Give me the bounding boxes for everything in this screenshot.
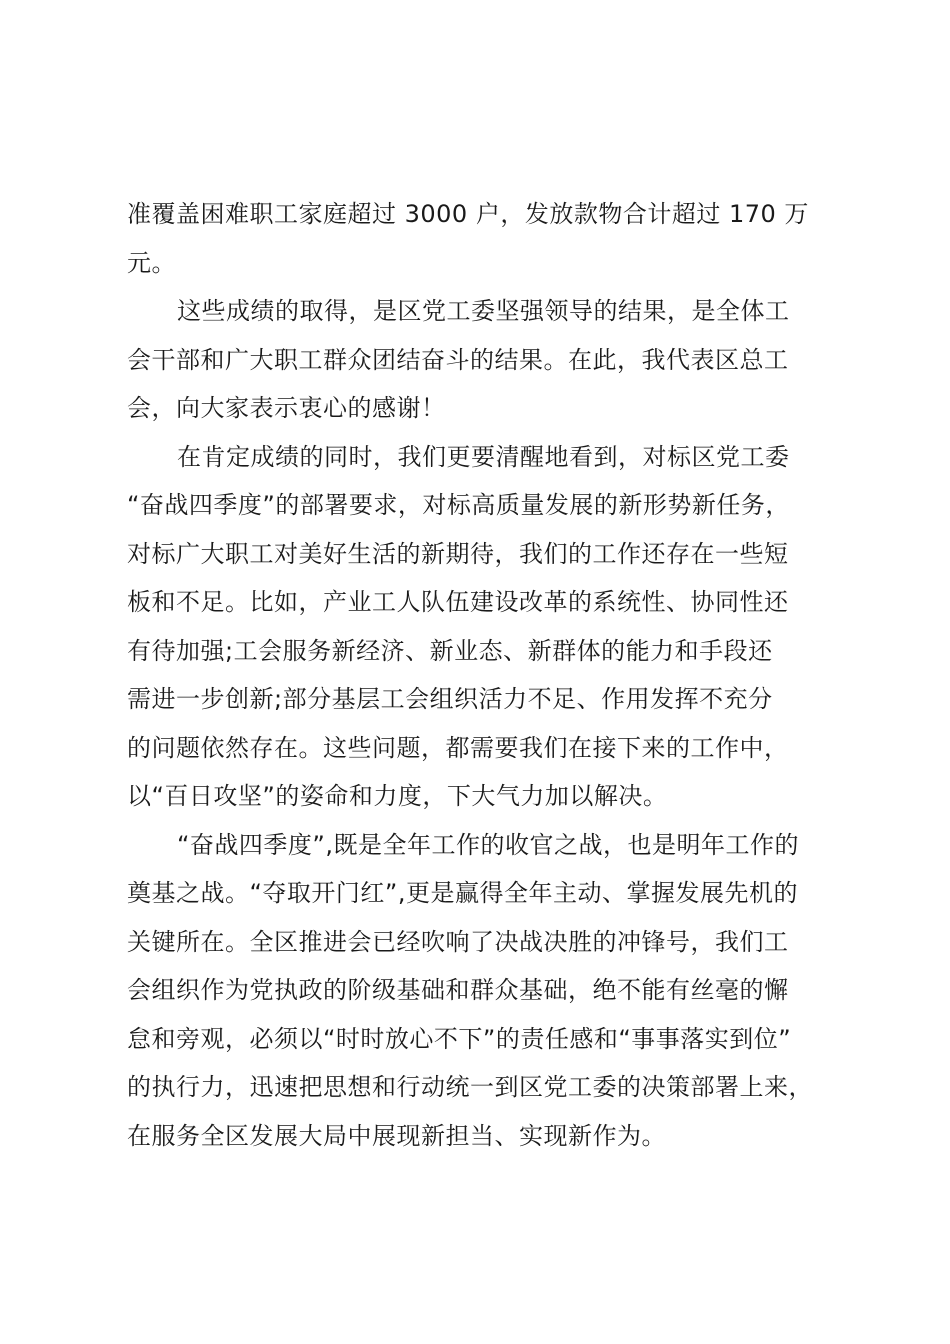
text-line: 会干部和广大职工群众团结奋斗的结果。在此，我代表区总工 — [127, 345, 789, 374]
text-line: 的执行力，迅速把思想和行动统一到区党工委的决策部署上来， — [127, 1073, 813, 1101]
text-line: 需进一步创新;部分基层工会组织活力不足、作用发挥不充分 — [127, 685, 773, 713]
text-line: 对标广大职工对美好生活的新期待，我们的工作还存在一些短 — [127, 539, 789, 568]
text-line: 奠基之战。“夺取开门红”,更是赢得全年主动、掌握发展先机的 — [127, 879, 798, 907]
text-line: 关键所在。全区推进会已经吹响了决战决胜的冲锋号，我们工 — [127, 927, 789, 956]
text-line: 会，向大家表示衷心的感谢！ — [127, 394, 446, 422]
text-line: 在肯定成绩的同时，我们更要清醒地看到，对标区党工委 — [177, 442, 790, 471]
text-line: “奋战四季度”的部署要求，对标高质量发展的新形势新任务， — [127, 491, 790, 519]
text-line: 在服务全区发展大局中展现新担当、实现新作为。 — [127, 1121, 666, 1150]
document-body — [127, 190, 837, 1160]
text-line: 以“百日攻坚”的姿命和力度，下大气力加以解决。 — [127, 782, 668, 810]
text-line: 这些成绩的取得，是区党工委坚强领导的结果，是全体工 — [177, 297, 790, 325]
paragraph-4 — [127, 821, 837, 1161]
text-line: 的问题依然存在。这些问题，都需要我们在接下来的工作中， — [127, 733, 789, 762]
text-line: 元。 — [127, 248, 176, 277]
paragraph-3 — [127, 433, 837, 821]
text-line: 怠和旁观，必须以“时时放心不下”的责任感和“事事落实到位” — [127, 1024, 792, 1053]
text-line: 有待加强;工会服务新经济、新业态、新群体的能力和手段还 — [127, 636, 773, 665]
text-line: 会组织作为党执政的阶级基础和群众基础，绝不能有丝毫的懈 — [127, 976, 789, 1004]
text-line: “奋战四季度”,既是全年工作的收官之战，也是明年工作的 — [177, 830, 799, 859]
paragraph-2 — [127, 287, 837, 433]
text-line: 准覆盖困难职工家庭超过 3000 户，发放款物合计超过 170 万 — [127, 200, 809, 228]
paragraph-1 — [127, 190, 837, 287]
text-line: 板和不足。比如，产业工人队伍建设改革的系统性、协同性还 — [127, 588, 789, 616]
